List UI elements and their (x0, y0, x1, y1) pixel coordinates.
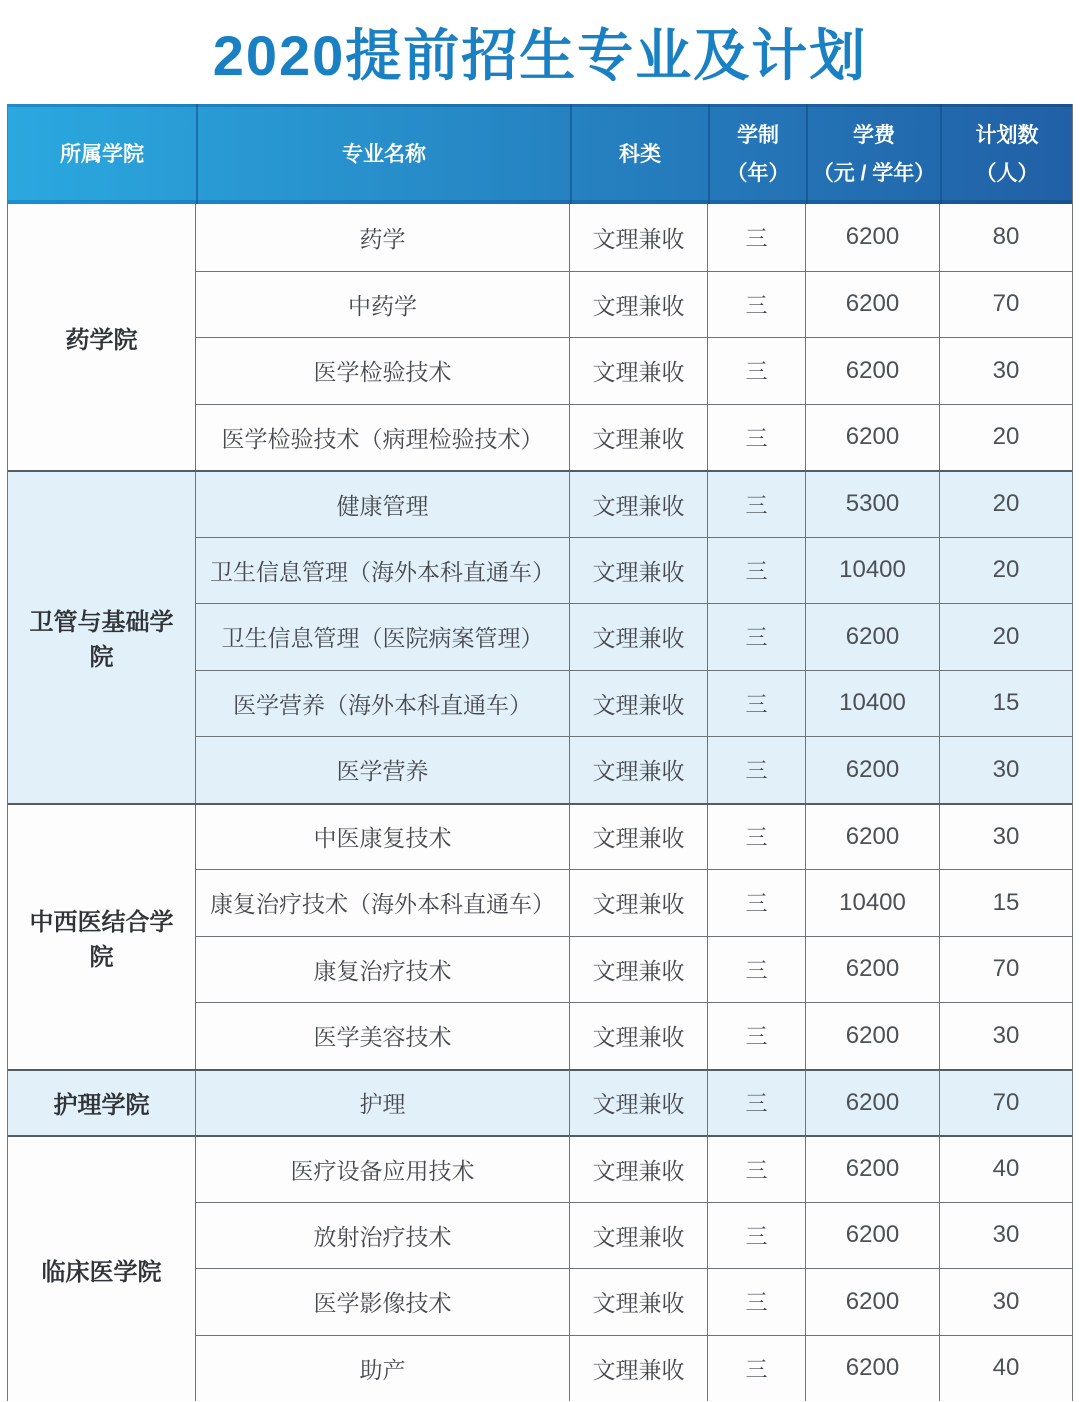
duration-cell: 三 (708, 803, 806, 870)
column-header-line: 学费 (853, 123, 895, 147)
column-header-major (196, 104, 570, 204)
plan-cell: 30 (940, 803, 1072, 870)
tuition-cell: 6200 (806, 271, 940, 338)
category-cell: 文理兼收 (570, 1069, 708, 1136)
category-cell: 文理兼收 (570, 271, 708, 338)
plan-cell: 30 (940, 337, 1072, 404)
tuition-cell: 6200 (806, 1268, 940, 1335)
category-cell: 文理兼收 (570, 603, 708, 670)
tuition-cell: 6200 (806, 736, 940, 803)
column-header-plan (940, 104, 1072, 204)
category-cell: 文理兼收 (570, 736, 708, 803)
duration-cell: 三 (708, 1268, 806, 1335)
duration-cell: 三 (708, 337, 806, 404)
duration-cell: 三 (708, 1135, 806, 1202)
category-cell: 文理兼收 (570, 204, 708, 271)
major-cell: 医疗设备应用技术 (196, 1135, 570, 1202)
major-cell: 医学检验技术 (196, 337, 570, 404)
major-cell: 放射治疗技术 (196, 1202, 570, 1269)
column-header-tuition (806, 104, 940, 204)
duration-cell: 三 (708, 470, 806, 537)
major-cell: 中药学 (196, 271, 570, 338)
category-cell: 文理兼收 (570, 1135, 708, 1202)
category-cell: 文理兼收 (570, 1335, 708, 1402)
plan-cell: 15 (940, 869, 1072, 936)
college-cell: 中西医结合学院 (8, 803, 196, 1069)
plan-cell: 70 (940, 1069, 1072, 1136)
duration-cell: 三 (708, 1002, 806, 1069)
duration-cell: 三 (708, 1202, 806, 1269)
tuition-cell: 6200 (806, 1002, 940, 1069)
plan-cell: 70 (940, 936, 1072, 1003)
plan-cell: 70 (940, 271, 1072, 338)
college-cell: 药学院 (8, 204, 196, 470)
column-header-line: 计划数 (975, 123, 1039, 147)
major-cell: 药学 (196, 204, 570, 271)
major-cell: 医学美容技术 (196, 1002, 570, 1069)
tuition-cell: 6200 (806, 1135, 940, 1202)
major-cell: 医学营养（海外本科直通车） (196, 670, 570, 737)
plan-cell: 20 (940, 603, 1072, 670)
major-cell: 康复治疗技术 (196, 936, 570, 1003)
column-header-line: 科类 (619, 142, 661, 166)
category-cell: 文理兼收 (570, 537, 708, 604)
category-cell: 文理兼收 (570, 337, 708, 404)
duration-cell: 三 (708, 603, 806, 670)
major-cell: 卫生信息管理（医院病案管理） (196, 603, 570, 670)
major-cell: 医学营养 (196, 736, 570, 803)
tuition-cell: 6200 (806, 404, 940, 471)
admission-table (7, 104, 1073, 1401)
plan-cell: 15 (940, 670, 1072, 737)
duration-cell: 三 (708, 537, 806, 604)
column-header-category (570, 104, 708, 204)
column-header-line: （元 / 学年） (812, 161, 936, 185)
category-cell: 文理兼收 (570, 404, 708, 471)
page-header (0, 0, 1080, 104)
category-cell: 文理兼收 (570, 936, 708, 1003)
major-cell: 护理 (196, 1069, 570, 1136)
column-header-line: （人） (975, 161, 1039, 185)
tuition-cell: 6200 (806, 803, 940, 870)
category-cell: 文理兼收 (570, 1202, 708, 1269)
column-header-line: 所属学院 (60, 142, 144, 166)
page-title: 2020提前招生专业及计划 (212, 24, 868, 87)
duration-cell: 三 (708, 736, 806, 803)
category-cell: 文理兼收 (570, 803, 708, 870)
tuition-cell: 6200 (806, 337, 940, 404)
duration-cell: 三 (708, 1069, 806, 1136)
college-cell: 护理学院 (8, 1069, 196, 1136)
tuition-cell: 6200 (806, 936, 940, 1003)
duration-cell: 三 (708, 670, 806, 737)
plan-cell: 20 (940, 470, 1072, 537)
plan-cell: 30 (940, 1202, 1072, 1269)
plan-cell: 20 (940, 404, 1072, 471)
plan-cell: 30 (940, 736, 1072, 803)
column-header-duration (708, 104, 806, 204)
tuition-cell: 6200 (806, 603, 940, 670)
plan-cell: 30 (940, 1002, 1072, 1069)
major-cell: 医学影像技术 (196, 1268, 570, 1335)
major-cell: 健康管理 (196, 470, 570, 537)
tuition-cell: 10400 (806, 537, 940, 604)
plan-cell: 30 (940, 1268, 1072, 1335)
category-cell: 文理兼收 (570, 670, 708, 737)
duration-cell: 三 (708, 869, 806, 936)
duration-cell: 三 (708, 936, 806, 1003)
column-header-line: （年） (726, 161, 790, 185)
major-cell: 卫生信息管理（海外本科直通车） (196, 537, 570, 604)
plan-cell: 20 (940, 537, 1072, 604)
plan-cell: 40 (940, 1135, 1072, 1202)
major-cell: 助产 (196, 1335, 570, 1402)
major-cell: 康复治疗技术（海外本科直通车） (196, 869, 570, 936)
tuition-cell: 10400 (806, 670, 940, 737)
tuition-cell: 6200 (806, 1069, 940, 1136)
tuition-cell: 6200 (806, 1202, 940, 1269)
column-header-line: 专业名称 (342, 142, 426, 166)
category-cell: 文理兼收 (570, 1002, 708, 1069)
major-cell: 中医康复技术 (196, 803, 570, 870)
category-cell: 文理兼收 (570, 1268, 708, 1335)
duration-cell: 三 (708, 204, 806, 271)
column-header-line: 学制 (737, 123, 779, 147)
college-cell: 卫管与基础学院 (8, 470, 196, 803)
plan-cell: 40 (940, 1335, 1072, 1402)
plan-cell: 80 (940, 204, 1072, 271)
duration-cell: 三 (708, 1335, 806, 1402)
column-header-college (8, 104, 196, 204)
duration-cell: 三 (708, 404, 806, 471)
major-cell: 医学检验技术（病理检验技术） (196, 404, 570, 471)
category-cell: 文理兼收 (570, 470, 708, 537)
tuition-cell: 5300 (806, 470, 940, 537)
college-cell: 临床医学院 (8, 1135, 196, 1401)
category-cell: 文理兼收 (570, 869, 708, 936)
tuition-cell: 6200 (806, 204, 940, 271)
tuition-cell: 6200 (806, 1335, 940, 1402)
tuition-cell: 10400 (806, 869, 940, 936)
duration-cell: 三 (708, 271, 806, 338)
